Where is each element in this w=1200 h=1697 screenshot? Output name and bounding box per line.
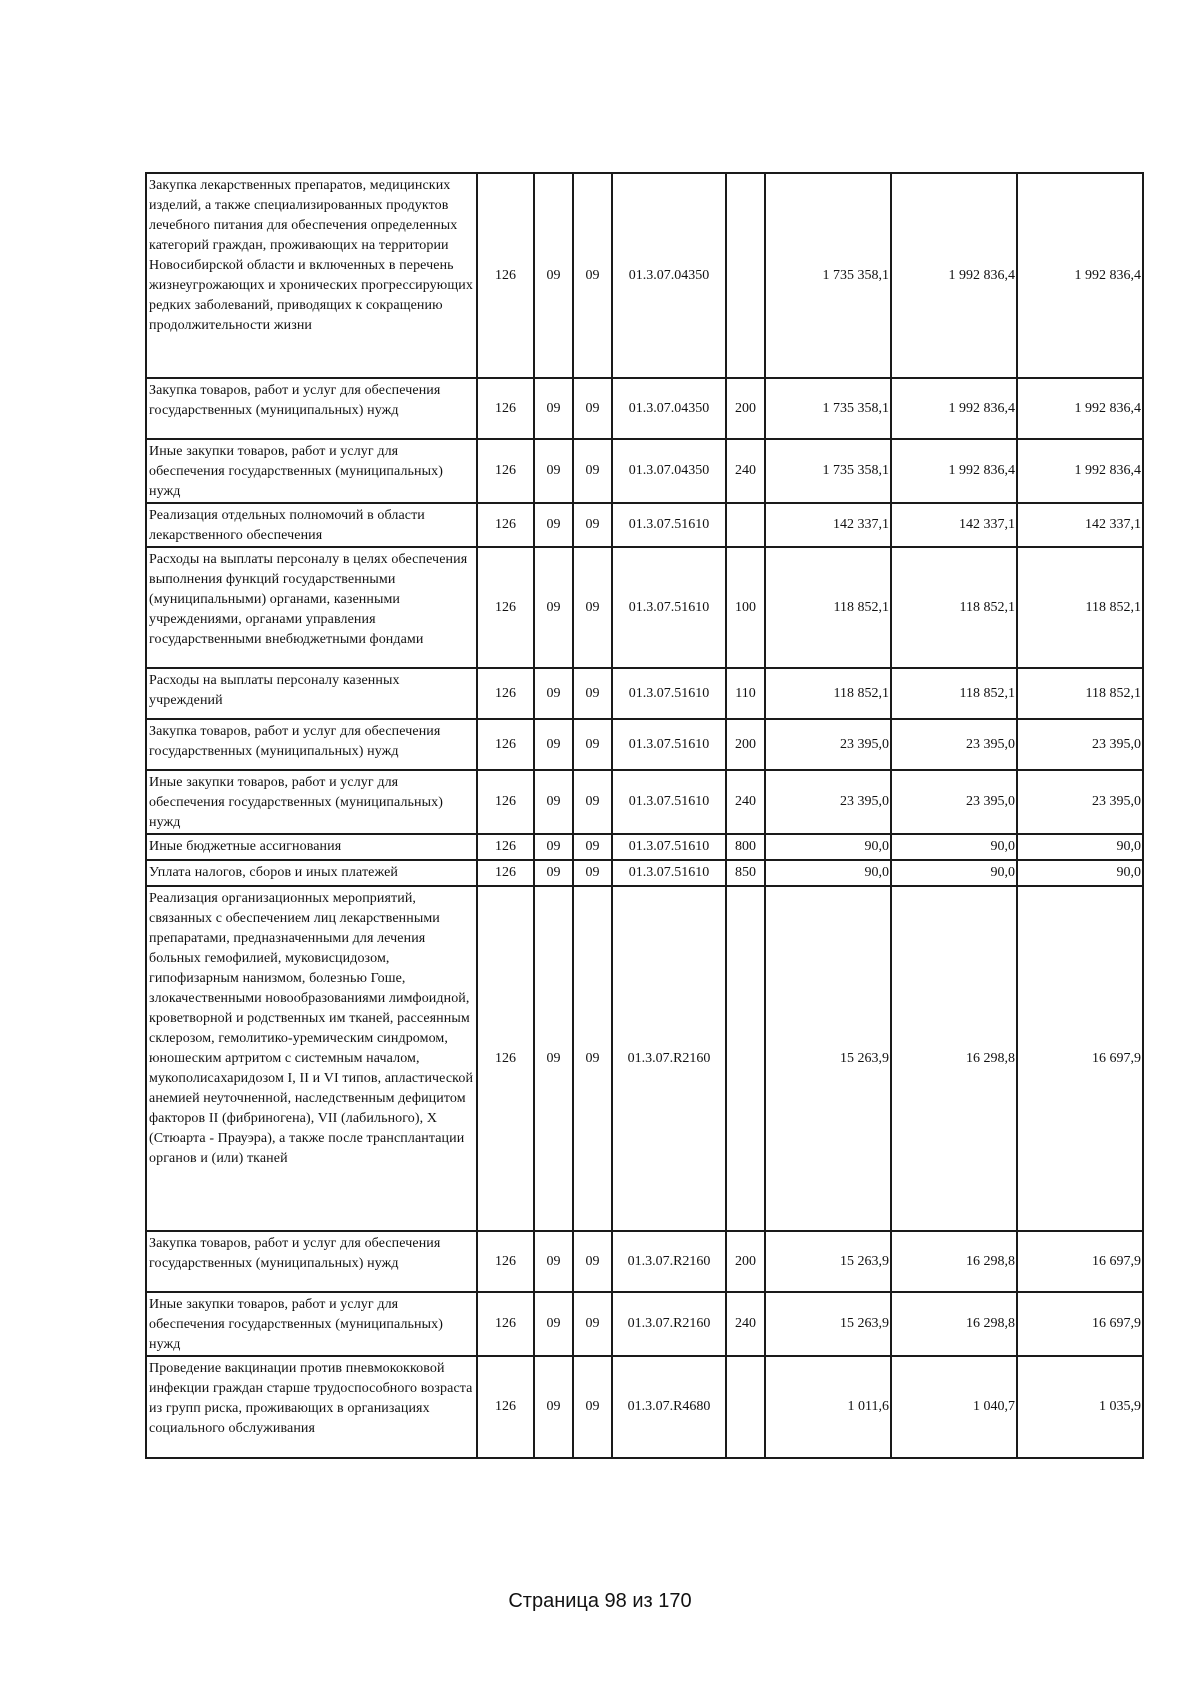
expense-type-cell (726, 886, 765, 1231)
table-row (146, 1356, 1143, 1458)
table-row (146, 834, 1143, 860)
expense-type-cell: 100 (726, 547, 765, 668)
amount-year2-cell: 16 298,8 (891, 886, 1017, 1231)
amount-year3-cell: 16 697,9 (1017, 886, 1143, 1231)
amount-year1-cell: 1 011,6 (765, 1356, 891, 1458)
amount-year2-cell: 23 395,0 (891, 770, 1017, 834)
table-row (146, 886, 1143, 1231)
amount-year1-cell: 23 395,0 (765, 770, 891, 834)
table-row (146, 860, 1143, 886)
table-body (146, 173, 1143, 1458)
expense-type-cell: 800 (726, 834, 765, 860)
amount-year2-cell: 1 992 836,4 (891, 173, 1017, 378)
row-name-cell: Иные закупки товаров, работ и услуг для обеспечения государственных (муниципальных) нужд (146, 439, 477, 503)
grbs-code-cell: 126 (477, 173, 534, 378)
subsection-code-cell: 09 (573, 1231, 612, 1292)
amount-year1-cell: 1 735 358,1 (765, 439, 891, 503)
table-row (146, 439, 1143, 503)
subsection-code-cell: 09 (573, 770, 612, 834)
section-code-cell: 09 (534, 378, 573, 439)
section-code-cell: 09 (534, 860, 573, 886)
amount-year1-cell: 142 337,1 (765, 503, 891, 547)
expense-type-cell: 240 (726, 1292, 765, 1356)
expense-type-cell: 110 (726, 668, 765, 719)
table-row (146, 1292, 1143, 1356)
expense-type-cell: 200 (726, 378, 765, 439)
section-code-cell: 09 (534, 173, 573, 378)
grbs-code-cell: 126 (477, 378, 534, 439)
target-article-cell: 01.3.07.51610 (612, 770, 726, 834)
expense-type-cell (726, 173, 765, 378)
table-row (146, 173, 1143, 378)
expense-type-cell: 850 (726, 860, 765, 886)
expense-type-cell: 240 (726, 439, 765, 503)
section-code-cell: 09 (534, 547, 573, 668)
table-row (146, 668, 1143, 719)
amount-year1-cell: 1 735 358,1 (765, 173, 891, 378)
subsection-code-cell: 09 (573, 668, 612, 719)
target-article-cell: 01.3.07.51610 (612, 503, 726, 547)
amount-year2-cell: 90,0 (891, 834, 1017, 860)
amount-year3-cell: 142 337,1 (1017, 503, 1143, 547)
subsection-code-cell: 09 (573, 503, 612, 547)
amount-year2-cell: 16 298,8 (891, 1231, 1017, 1292)
section-code-cell: 09 (534, 1356, 573, 1458)
amount-year2-cell: 23 395,0 (891, 719, 1017, 770)
expense-type-cell (726, 1356, 765, 1458)
section-code-cell: 09 (534, 668, 573, 719)
amount-year3-cell: 16 697,9 (1017, 1231, 1143, 1292)
grbs-code-cell: 126 (477, 503, 534, 547)
amount-year1-cell: 118 852,1 (765, 547, 891, 668)
target-article-cell: 01.3.07.51610 (612, 860, 726, 886)
grbs-code-cell: 126 (477, 770, 534, 834)
amount-year3-cell: 23 395,0 (1017, 719, 1143, 770)
table-row (146, 503, 1143, 547)
grbs-code-cell: 126 (477, 1292, 534, 1356)
table-row (146, 770, 1143, 834)
row-name-cell: Реализация отдельных полномочий в области лекарственного обеспечения (146, 503, 477, 547)
row-name-cell: Уплата налогов, сборов и иных платежей (146, 860, 477, 886)
grbs-code-cell: 126 (477, 860, 534, 886)
target-article-cell: 01.3.07.04350 (612, 173, 726, 378)
target-article-cell: 01.3.07.R2160 (612, 1231, 726, 1292)
grbs-code-cell: 126 (477, 668, 534, 719)
section-code-cell: 09 (534, 503, 573, 547)
row-name-cell: Проведение вакцинации против пневмококковой инфекции граждан старше трудоспособного возраста из групп риска, проживающих в организациях социального обслуживания (146, 1356, 477, 1458)
amount-year2-cell: 142 337,1 (891, 503, 1017, 547)
amount-year3-cell: 1 992 836,4 (1017, 378, 1143, 439)
amount-year2-cell: 1 040,7 (891, 1356, 1017, 1458)
section-code-cell: 09 (534, 439, 573, 503)
subsection-code-cell: 09 (573, 860, 612, 886)
expense-type-cell: 240 (726, 770, 765, 834)
subsection-code-cell: 09 (573, 378, 612, 439)
amount-year1-cell: 23 395,0 (765, 719, 891, 770)
row-name-cell: Иные бюджетные ассигнования (146, 834, 477, 860)
amount-year3-cell: 16 697,9 (1017, 1292, 1143, 1356)
amount-year1-cell: 15 263,9 (765, 886, 891, 1231)
amount-year3-cell: 90,0 (1017, 860, 1143, 886)
subsection-code-cell: 09 (573, 1292, 612, 1356)
target-article-cell: 01.3.07.51610 (612, 834, 726, 860)
expense-type-cell: 200 (726, 1231, 765, 1292)
target-article-cell: 01.3.07.51610 (612, 668, 726, 719)
amount-year2-cell: 118 852,1 (891, 668, 1017, 719)
table-row (146, 719, 1143, 770)
section-code-cell: 09 (534, 1231, 573, 1292)
amount-year2-cell: 90,0 (891, 860, 1017, 886)
amount-year1-cell: 15 263,9 (765, 1292, 891, 1356)
amount-year3-cell: 1 992 836,4 (1017, 439, 1143, 503)
expense-type-cell (726, 503, 765, 547)
target-article-cell: 01.3.07.51610 (612, 719, 726, 770)
amount-year1-cell: 90,0 (765, 860, 891, 886)
amount-year1-cell: 118 852,1 (765, 668, 891, 719)
table-row (146, 547, 1143, 668)
target-article-cell: 01.3.07.04350 (612, 378, 726, 439)
row-name-cell: Иные закупки товаров, работ и услуг для обеспечения государственных (муниципальных) нужд (146, 770, 477, 834)
target-article-cell: 01.3.07.R2160 (612, 886, 726, 1231)
amount-year1-cell: 90,0 (765, 834, 891, 860)
row-name-cell: Реализация организационных мероприятий, связанных с обеспечением лиц лекарственными препаратами, предназначенными для лечения больных гемофилией, муковисцидозом, гипофизарным нанизмом, болезнью Гоше, злокачественными новообразованиями лимфоидной, кроветворной и родственных им тканей, рассеянным склерозом, гемолитико-уремическим синдромом, юношеским артритом с системным началом, мукополисахаридозом I, II и VI типов, апластической анемией неуточненной, наследственным дефицитом факторов II (фибриногена), VII (лабильного), X (Стюарта - Прауэра), а также после трансплантации органов и (или) тканей (146, 886, 477, 1231)
row-name-cell: Закупка товаров, работ и услуг для обеспечения государственных (муниципальных) нужд (146, 1231, 477, 1292)
amount-year2-cell: 118 852,1 (891, 547, 1017, 668)
grbs-code-cell: 126 (477, 886, 534, 1231)
grbs-code-cell: 126 (477, 547, 534, 668)
row-name-cell: Иные закупки товаров, работ и услуг для обеспечения государственных (муниципальных) нужд (146, 1292, 477, 1356)
row-name-cell: Расходы на выплаты персоналу казенных учреждений (146, 668, 477, 719)
target-article-cell: 01.3.07.R4680 (612, 1356, 726, 1458)
target-article-cell: 01.3.07.R2160 (612, 1292, 726, 1356)
section-code-cell: 09 (534, 770, 573, 834)
subsection-code-cell: 09 (573, 834, 612, 860)
page-number-footer: Страница 98 из 170 (508, 1590, 692, 1612)
amount-year2-cell: 1 992 836,4 (891, 378, 1017, 439)
subsection-code-cell: 09 (573, 439, 612, 503)
target-article-cell: 01.3.07.04350 (612, 439, 726, 503)
row-name-cell: Закупка лекарственных препаратов, медицинских изделий, а также специализированных продуктов лечебного питания для обеспечения определенных категорий граждан, проживающих на территории Новосибирской области и включенных в перечень жизнеугрожающих и хронических прогрессирующих редких заболеваний, приводящих к сокращению продолжительности жизни (146, 173, 477, 378)
section-code-cell: 09 (534, 886, 573, 1231)
grbs-code-cell: 126 (477, 1356, 534, 1458)
subsection-code-cell: 09 (573, 1356, 612, 1458)
amount-year3-cell: 23 395,0 (1017, 770, 1143, 834)
row-name-cell: Закупка товаров, работ и услуг для обеспечения государственных (муниципальных) нужд (146, 378, 477, 439)
expense-type-cell: 200 (726, 719, 765, 770)
section-code-cell: 09 (534, 1292, 573, 1356)
amount-year3-cell: 118 852,1 (1017, 547, 1143, 668)
amount-year1-cell: 1 735 358,1 (765, 378, 891, 439)
amount-year3-cell: 1 035,9 (1017, 1356, 1143, 1458)
budget-table (145, 172, 1144, 1459)
table-row (146, 1231, 1143, 1292)
subsection-code-cell: 09 (573, 173, 612, 378)
amount-year3-cell: 90,0 (1017, 834, 1143, 860)
row-name-cell: Закупка товаров, работ и услуг для обеспечения государственных (муниципальных) нужд (146, 719, 477, 770)
subsection-code-cell: 09 (573, 547, 612, 668)
grbs-code-cell: 126 (477, 719, 534, 770)
section-code-cell: 09 (534, 719, 573, 770)
table-row (146, 378, 1143, 439)
section-code-cell: 09 (534, 834, 573, 860)
row-name-cell: Расходы на выплаты персоналу в целях обеспечения выполнения функций государственными (муниципальными) органами, казенными учреждениями, органами управления государственными внебюджетными фондами (146, 547, 477, 668)
subsection-code-cell: 09 (573, 886, 612, 1231)
amount-year3-cell: 1 992 836,4 (1017, 173, 1143, 378)
grbs-code-cell: 126 (477, 834, 534, 860)
amount-year3-cell: 118 852,1 (1017, 668, 1143, 719)
grbs-code-cell: 126 (477, 1231, 534, 1292)
amount-year2-cell: 1 992 836,4 (891, 439, 1017, 503)
subsection-code-cell: 09 (573, 719, 612, 770)
amount-year2-cell: 16 298,8 (891, 1292, 1017, 1356)
amount-year1-cell: 15 263,9 (765, 1231, 891, 1292)
target-article-cell: 01.3.07.51610 (612, 547, 726, 668)
grbs-code-cell: 126 (477, 439, 534, 503)
